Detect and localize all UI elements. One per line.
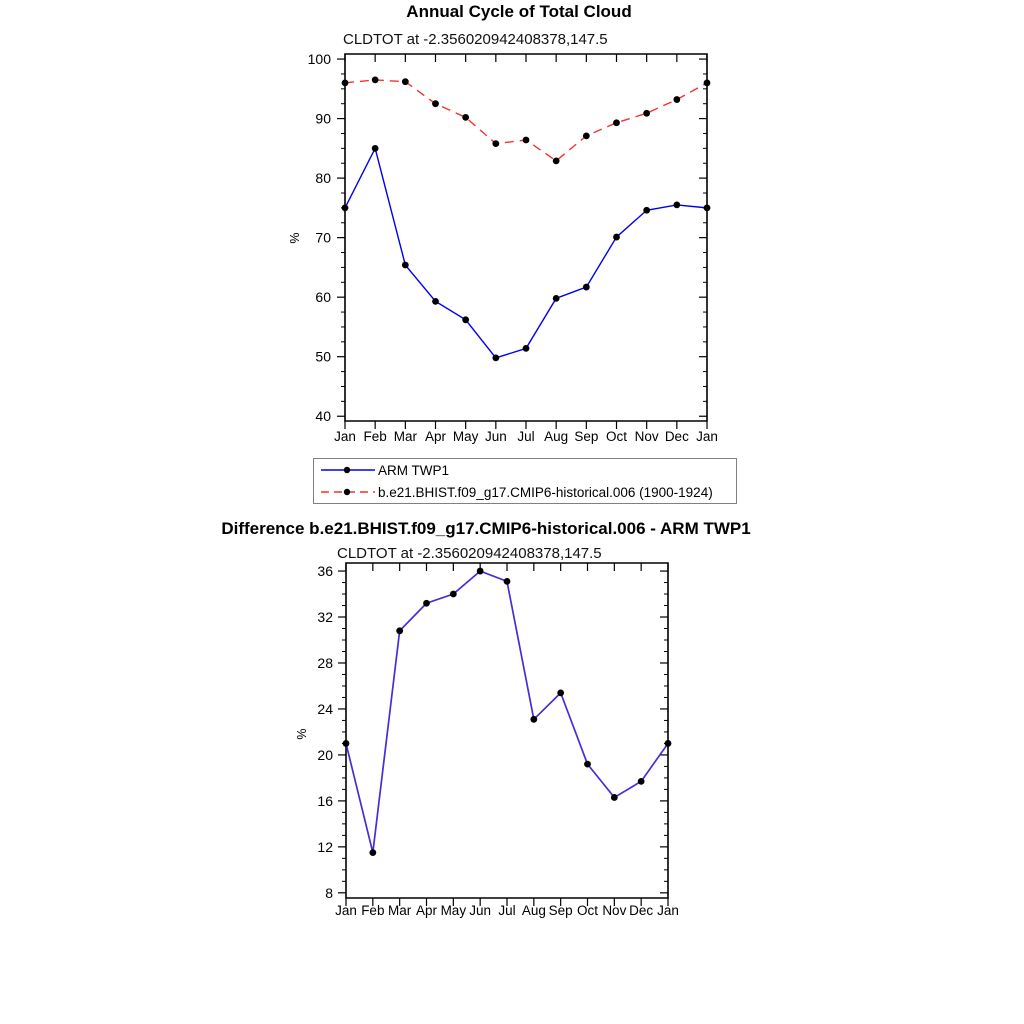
data-point-marker [523,137,530,144]
data-point-marker [611,794,618,801]
data-point-marker [372,76,379,83]
legend-marker [344,467,350,473]
data-point-marker [504,578,511,585]
data-point-marker [638,778,645,785]
data-point-marker [553,157,560,164]
data-point-marker [369,849,376,856]
y-axis-unit-label: % [295,728,309,740]
month-label: Jun [469,903,492,918]
data-point-marker [673,96,680,103]
month-label: Oct [605,429,628,444]
y-axis-tick-label: 36 [317,563,333,580]
month-label: Dec [629,903,654,918]
month-label: Oct [576,903,599,918]
month-label: Jan [696,429,718,444]
legend-label: ARM TWP1 [378,462,450,478]
data-point-marker [432,100,439,107]
y-axis-tick-label: 28 [317,654,333,671]
dashed-line-marker-icon [319,485,377,499]
data-point-marker [396,627,403,634]
y-axis-tick-label: 90 [315,110,331,127]
data-point-marker [450,591,457,598]
data-point-marker [492,140,499,147]
data-point-marker [584,761,591,768]
legend-entry-arm-twp1 [319,459,736,481]
y-axis-tick-label: 12 [317,838,333,855]
data-point-marker [492,354,499,361]
month-label: Aug [544,429,569,444]
month-label: Sep [548,903,573,918]
month-label: Apr [415,903,438,918]
month-label: Nov [602,903,627,918]
month-label: Mar [388,903,412,918]
y-axis-tick-label: 24 [317,700,333,717]
data-point-marker [342,79,349,86]
data-point-marker [402,78,409,85]
month-label: Aug [521,903,546,918]
difference-title: Difference b.e21.BHIST.f09_g17.CMIP6-historical.006 - ARM TWP1 [221,519,751,538]
plot-frame [345,54,707,421]
month-label: Jul [498,903,516,918]
annual-cycle-chart [288,51,718,444]
y-axis-tick-label: 60 [315,289,331,306]
data-point-marker [704,204,711,211]
data-point-marker [613,119,620,126]
data-point-marker [462,316,469,323]
data-point-marker [343,740,350,747]
y-axis-tick-label: 20 [317,746,333,763]
data-point-marker [643,207,650,214]
data-point-marker [583,132,590,139]
series-line [346,571,668,853]
difference-chart [295,563,679,918]
plot-frame [346,563,668,898]
month-label: May [440,903,467,918]
solid-line-marker-icon [319,463,377,477]
difference-subtitle: CLDTOT at -2.356020942408378,147.5 [337,545,602,562]
month-label: Feb [363,429,387,444]
data-point-marker [372,145,379,152]
y-axis-tick-label: 70 [315,229,331,246]
legend [313,458,737,504]
month-label: Sep [574,429,599,444]
data-point-marker [704,79,711,86]
data-point-marker [402,262,409,269]
legend-marker [344,489,350,495]
annual-cycle-subtitle: CLDTOT at -2.356020942408378,147.5 [343,31,608,48]
month-label: May [452,429,479,444]
y-axis-tick-label: 32 [317,609,333,626]
month-label: Jul [517,429,535,444]
month-label: Jun [484,429,507,444]
data-point-marker [673,202,680,209]
series-line [345,148,707,358]
data-point-marker [613,234,620,241]
annual-cycle-title: Annual Cycle of Total Cloud [406,2,632,21]
data-point-marker [462,114,469,121]
data-point-marker [530,716,537,723]
data-point-marker [643,110,650,117]
y-axis-tick-label: 16 [317,792,333,809]
month-label: Nov [634,429,659,444]
legend-label: b.e21.BHIST.f09_g17.CMIP6-historical.006 (1900-1924) [378,484,713,500]
month-label: Mar [393,429,417,444]
month-label: Dec [664,429,689,444]
data-point-marker [557,689,564,696]
month-label: Apr [424,429,447,444]
y-axis-tick-label: 100 [307,51,331,68]
data-point-marker [342,204,349,211]
data-point-marker [432,298,439,305]
y-axis-tick-label: 40 [315,408,331,425]
data-point-marker [477,568,484,575]
data-point-marker [583,284,590,291]
y-axis-tick-label: 80 [315,170,331,187]
data-point-marker [423,600,430,607]
month-label: Jan [657,903,679,918]
month-label: Feb [361,903,385,918]
data-point-marker [553,295,560,302]
data-point-marker [665,740,672,747]
month-label: Jan [334,429,356,444]
y-axis-tick-label: 8 [325,884,333,901]
data-point-marker [523,345,530,352]
month-label: Jan [335,903,357,918]
series-line [345,80,707,161]
legend-entry-model [319,481,736,503]
y-axis-unit-label: % [288,232,302,244]
y-axis-tick-label: 50 [315,348,331,365]
